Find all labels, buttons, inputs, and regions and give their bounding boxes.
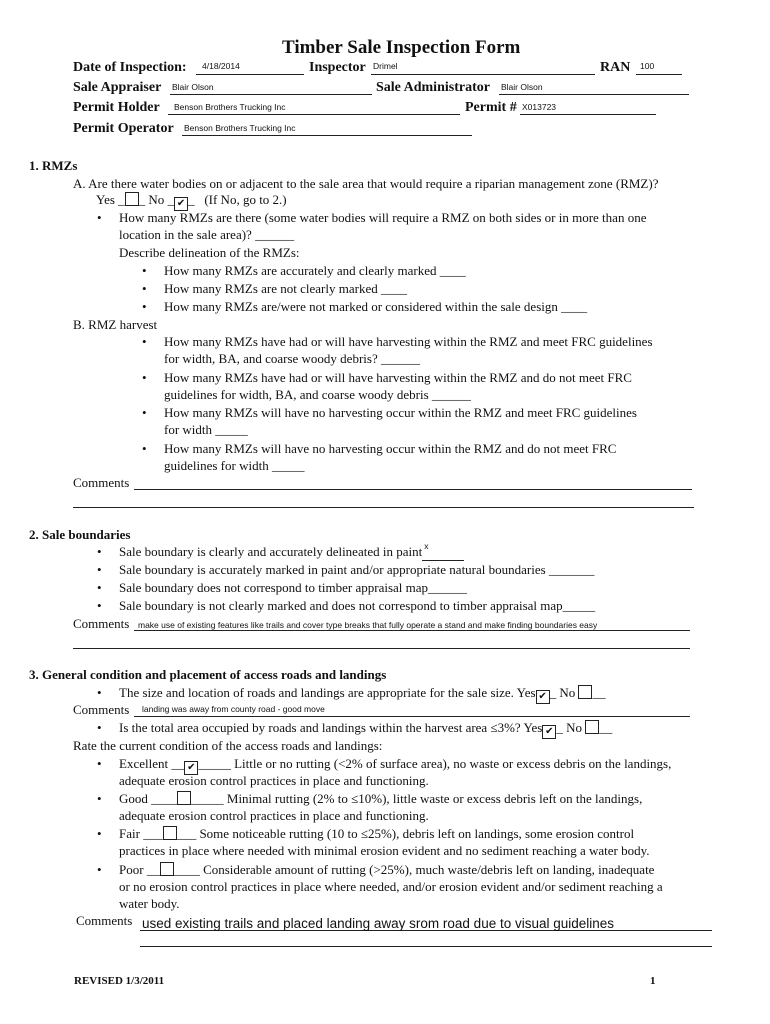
s1-question-b: B. RMZ harvest — [73, 317, 158, 332]
s1-d1: • How many RMZs are accurately and clearly marked ____ — [164, 263, 466, 279]
footer-revised: REVISED 1/3/2011 — [74, 975, 165, 987]
holder-value: Benson Brothers Trucking Inc — [174, 102, 286, 112]
s3-good: • Good ____ _____ Minimal rutting (2% to ≤10%), little waste or excess debris left on the landings, — [119, 791, 642, 807]
s3-excellent-label: Excellent — [119, 756, 169, 771]
ran-label: RAN — [600, 60, 631, 75]
s3-comments2-field-2[interactable] — [140, 946, 712, 947]
ran-field[interactable] — [636, 74, 682, 75]
s1-ifno: (If No, go to 2.) — [204, 192, 287, 207]
s1-h2: • How many RMZs have had or will have harvesting within the RMZ and do not meet FRC — [164, 370, 632, 386]
s3-rate: Rate the current condition of the access roads and landings: — [73, 738, 383, 753]
s3-q1: • The size and location of roads and landings are appropriate for the sale size. Yes ✔ _ No __ — [119, 685, 605, 704]
holder-field[interactable] — [168, 114, 460, 115]
s2-comments-field-2[interactable] — [73, 648, 690, 649]
s1-h3: • How many RMZs will have no harvesting occur within the RMZ and meet FRC guidelines — [164, 405, 637, 421]
s3-comments1-value: landing was away from county road - good move — [142, 704, 325, 714]
s3-poor: • Poor __ ____ Considerable amount of rutting (>25%), much waste/debris left on landing, inadequate — [119, 862, 654, 878]
s3-fair-cont: practices in place where needed with minimal erosion evident and no sediment reaching a water body. — [119, 843, 650, 858]
s3-poor-label: Poor — [119, 862, 144, 877]
s3-comments2-value: used existing trails and placed landing away srom road due to visual guidelines — [142, 916, 615, 931]
s2-b1 — [119, 541, 464, 561]
holder-label: Permit Holder — [73, 100, 160, 115]
s3-q2-no-checkbox[interactable] — [585, 720, 599, 734]
page-number: 1 — [650, 975, 656, 987]
s1-yes-label: Yes — [96, 192, 115, 207]
s1-yes-no-row: Yes _ _ No _ ✔ _ (If No, go to 2.) — [96, 192, 287, 209]
appraiser-label: Sale Appraiser — [73, 80, 162, 95]
s3-q1-no-checkbox[interactable] — [578, 685, 592, 699]
inspector-value: Drimel — [373, 61, 398, 71]
s1-d2: • How many RMZs are not clearly marked ____ — [164, 281, 407, 297]
s1-h2-cont: guidelines for width, BA, and coarse woody debris ______ — [164, 387, 471, 402]
s3-q2-yes-checkbox[interactable]: ✔ — [542, 725, 556, 739]
s1-question-a: A. Are there water bodies on or adjacent to the sale area that would require a riparian management zone (RMZ)? — [73, 176, 659, 191]
date-label: Date of Inspection: — [73, 60, 187, 75]
s1-h1-cont: for width, BA, and coarse woody debris? ______ — [164, 351, 420, 366]
s2-b2: • Sale boundary is accurately marked in paint and/or appropriate natural boundaries _______ — [119, 562, 594, 578]
s3-excellent-cont: adequate erosion control practices in place and functioning. — [119, 773, 429, 788]
s3-q1-text: The size and location of roads and landings are appropriate for the sale size. Yes — [119, 685, 536, 700]
s1-no-label: No — [148, 192, 165, 207]
s1-comments-label: Comments — [73, 475, 130, 490]
permit-value: X013723 — [522, 102, 557, 112]
s1-no-checkbox[interactable]: ✔ — [174, 197, 188, 211]
s1-describe: Describe delineation of the RMZs: — [119, 245, 300, 260]
operator-field[interactable] — [182, 135, 472, 136]
s3-excellent-checkbox[interactable]: ✔ — [184, 761, 198, 775]
s3-poor-text: Considerable amount of rutting (>25%), much waste/debris left on landing, inadequate — [203, 862, 655, 877]
appraiser-value: Blair Olson — [172, 82, 214, 92]
s3-q2: • Is the total area occupied by roads and landings within the harvest area ≤3%? Yes ✔ _ No __ — [119, 720, 612, 739]
s3-excellent-text: Little or no rutting (<2% of surface area), no waste or excess debris on the landings, — [234, 756, 672, 771]
administrator-label: Sale Administrator — [376, 80, 490, 95]
date-field[interactable] — [196, 74, 304, 75]
s3-q1-yes-checkbox[interactable]: ✔ — [536, 690, 550, 704]
permit-field[interactable] — [520, 114, 656, 115]
operator-label: Permit Operator — [73, 121, 174, 136]
s1-h1: • How many RMZs have had or will have harvesting within the RMZ and meet FRC guidelines — [164, 334, 653, 350]
s2-b1-text: Sale boundary is clearly and accurately delineated in paint — [119, 544, 423, 559]
s3-fair: • Fair ___ ___ Some noticeable rutting (10 to ≤25%), debris left on landings, some erosion control — [119, 826, 634, 842]
inspector-label: Inspector — [309, 60, 366, 75]
s1-h4: • How many RMZs will have no harvesting occur within the RMZ and do not meet FRC — [164, 441, 616, 457]
ran-value: 100 — [640, 61, 655, 71]
s2-comments-label: Comments — [73, 616, 130, 631]
s3-fair-checkbox[interactable] — [163, 826, 177, 840]
s3-comments1-label: Comments — [73, 702, 130, 717]
s1-yes-checkbox[interactable] — [125, 192, 139, 206]
s3-comments2-label: Comments — [76, 913, 133, 928]
administrator-field[interactable] — [499, 94, 689, 95]
s1-h3-cont: for width _____ — [164, 422, 248, 437]
permit-label: Permit # — [465, 100, 517, 115]
s3-good-checkbox[interactable] — [177, 791, 191, 805]
section-2-title: 2. Sale boundaries — [29, 527, 131, 542]
operator-value: Benson Brothers Trucking Inc — [184, 123, 296, 133]
s3-poor-checkbox[interactable] — [160, 862, 174, 876]
administrator-value: Blair Olson — [501, 82, 543, 92]
s3-poor-cont: or no erosion control practices in place where needed, and/or erosion evident and/or sediment reaching a — [119, 879, 663, 894]
s2-b4: • Sale boundary is not clearly marked and does not correspond to timber appraisal map_____ — [119, 598, 595, 614]
s3-good-text: Minimal rutting (2% to ≤10%), little waste or excess debris left on the landings, — [226, 791, 643, 806]
s3-q2-no-label: No — [566, 720, 583, 735]
s3-comments1-field[interactable] — [134, 716, 690, 717]
appraiser-field[interactable] — [170, 94, 372, 95]
s3-q2-text: Is the total area occupied by roads and landings within the harvest area ≤3%? Yes — [119, 720, 543, 735]
s2-b1-mark: x — [424, 541, 429, 551]
page-title: Timber Sale Inspection Form — [282, 37, 521, 58]
s3-poor-cont-2: water body. — [119, 896, 180, 911]
s3-good-cont: adequate erosion control practices in place and functioning. — [119, 808, 429, 823]
s1-h4-cont: guidelines for width _____ — [164, 458, 305, 473]
section-3-title: 3. General condition and placement of access roads and landings — [29, 667, 387, 682]
section-1-title: 1. RMZs — [29, 158, 78, 173]
s2-comments-field[interactable] — [134, 630, 690, 631]
s2-b3: • Sale boundary does not correspond to timber appraisal map______ — [119, 580, 467, 596]
date-value: 4/18/2014 — [202, 61, 240, 71]
s3-good-label: Good — [119, 791, 148, 806]
s1-d3: • How many RMZs are/were not marked or considered within the sale design ____ — [164, 299, 587, 315]
s3-excellent: • Excellent __ ✔ _____ Little or no rutting (<2% of surface area), no waste or excess debris on the landings, — [119, 756, 671, 775]
s1-comments-field-2[interactable] — [73, 507, 694, 508]
s2-comments-value: make use of existing features like trails and cover type breaks that fully operate a stand and make finding boundaries easy — [138, 620, 598, 630]
inspector-field[interactable] — [371, 74, 595, 75]
s3-fair-label: Fair — [119, 826, 140, 841]
s1-comments-field[interactable] — [134, 489, 692, 490]
s3-q1-no-label: No — [559, 685, 576, 700]
s3-fair-text: Some noticeable rutting (10 to ≤25%), debris left on landings, some erosion control — [199, 826, 635, 841]
s1-rmz-count-q: • How many RMZs are there (some water bodies will require a RMZ on both sides or in more than one — [119, 210, 646, 226]
s1-rmz-count-q-cont: location in the sale area)? ______ — [119, 227, 295, 242]
